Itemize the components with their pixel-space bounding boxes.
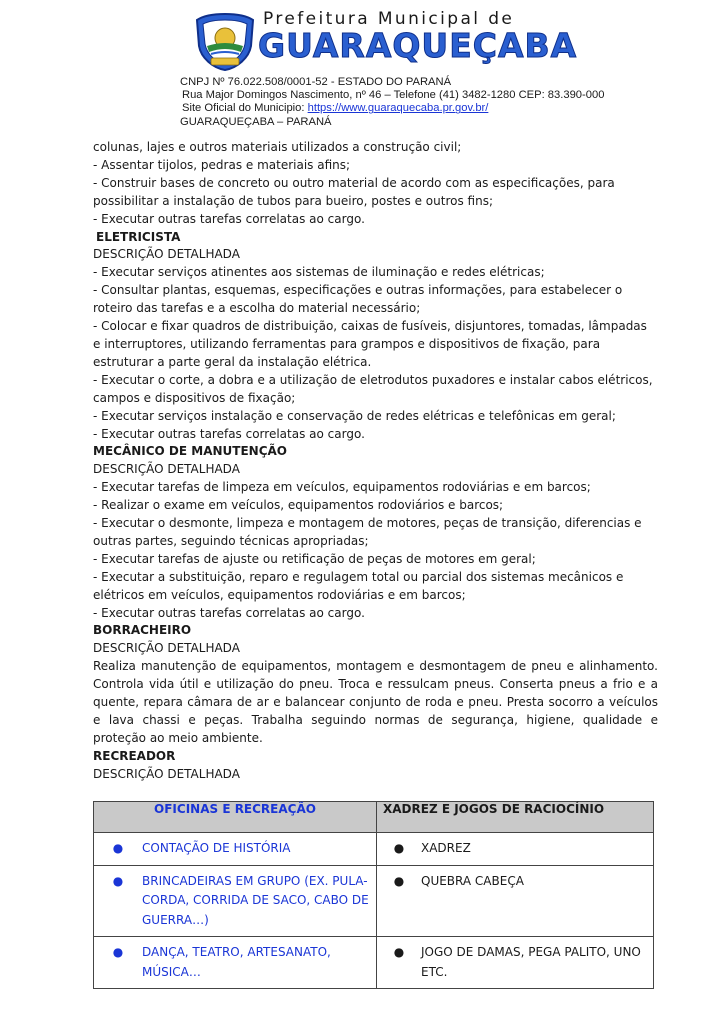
pedreiro-line-1: colunas, lajes e outros materiais utilizados a construção civil; [93,140,462,154]
table-cell [94,865,377,937]
eletricista-item: - Executar o corte, a dobra e a utilização de eletrodutos puxadores e instalar cabos elétricos, campos e dispositivos de fixação; [93,372,653,405]
activity-label: BRINCADEIRAS EM GRUPO (EX. PULA-CORDA, CORRIDA DE SACO, CABO DE GUERRA…) [142,873,369,927]
pedreiro-line-3: - Construir bases de concreto ou outro material de acordo com as especificações, para possibilitar a instalação de tubos para bueiro, postes e outros fins; [93,175,615,208]
bullet-icon: ● [112,873,124,888]
borracheiro-title: BORRACHEIRO [93,623,192,638]
table-cell [377,937,654,989]
game-label: JOGO DE DAMAS, PEGA PALITO, UNO ETC. [421,945,641,979]
mecanico-item: - Executar outras tarefas correlatas ao cargo. [93,605,365,620]
activities-table [93,801,654,989]
eletricista-title: ELETRICISTA [96,229,181,244]
mecanico-subtitle: DESCRIÇÃO DETALHADA [93,462,240,477]
header-site-line [180,102,604,115]
eletricista-subtitle: DESCRIÇÃO DETALHADA [93,247,240,262]
mecanico-item: - Executar tarefas de limpeza em veículos, equipamentos rodoviárias e em barcos; [93,480,591,495]
recreador-subtitle: DESCRIÇÃO DETALHADA [93,766,240,781]
header-address: Rua Major Domingos Nascimento, nº 46 – Telefone (41) 3482-1280 CEP: 83.390-000 [182,89,605,102]
table-row [94,937,654,989]
table-cell [94,937,377,989]
mecanico-item: - Executar o desmonte, limpeza e montagem de motores, peças de transição, diferencias e outras partes, seguindo técnicas apropriadas; [93,516,642,548]
activity-label: DANÇA, TEATRO, ARTESANATO, MÚSICA… [142,945,331,979]
bullet-icon: ● [393,945,405,959]
document-body [93,139,658,784]
mecanico-item: - Realizar o exame em veículos, equipamentos rodoviários e barcos; [93,498,504,513]
game-label: XADREZ [421,841,471,855]
bullet-icon: ● [393,873,405,888]
table-row [94,865,654,937]
column-header-oficinas: OFICINAS E RECREAÇÃO [94,802,377,833]
header-info-block [180,76,604,129]
table-cell [377,865,654,937]
eletricista-item: - Executar serviços instalação e conservação de redes elétricas e telefônicas em geral; [93,408,616,423]
mecanico-title: MECÂNICO DE MANUTENÇÃO [93,444,287,459]
header-site-link[interactable]: https://www.guaraquecaba.pr.gov.br/ [307,102,489,115]
eletricista-item: - Executar outras tarefas correlatas ao cargo. [93,426,365,441]
pedreiro-line-2: - Assentar tijolos, pedras e materiais afins; [93,157,351,172]
recreador-title: RECREADOR [93,748,176,763]
activity-label: CONTAÇÃO DE HISTÓRIA [142,841,291,855]
pedreiro-line-4: - Executar outras tarefas correlatas ao cargo. [93,211,365,226]
header-cnpj: CNPJ Nº 76.022.508/0001-52 - ESTADO DO PARANÁ [180,76,452,88]
column-header-xadrez: XADREZ E JOGOS DE RACIOCÍNIO [377,802,654,833]
mecanico-item: - Executar a substituição, reparo e regulagem total ou parcial dos sistemas mecânicos e elétricos em veículos, equipamentos rodoviárias e em barcos; [93,569,624,602]
header-city-name: GUARAQUEÇABA [258,26,578,65]
header-site-label: Site Oficial do Municipio: [182,102,308,115]
table-row [94,833,654,866]
bullet-icon: ● [112,841,124,855]
municipal-crest-logo [193,12,257,72]
table-header-row [94,802,654,833]
borracheiro-description: Realiza manutenção de equipamentos, montagem e desmontagem de pneu e alinhamento. Controla vida útil e utilização do pneu. Troca e ressulcam pneus. Conserta pneus a frio e a quente, repara câmara de ar e balancear conjunto de roda e pneu. Presta socorro a veículos e lava chassi e peças. Trabalha seguindo normas de segurança, higiene, qualidade e proteção ao meio ambiente. [93,659,658,745]
bullet-icon: ● [393,841,405,855]
table-cell [377,833,654,866]
eletricista-item: - Executar serviços atinentes aos sistemas de iluminação e redes elétricas; [93,265,545,280]
table-cell [94,833,377,866]
header-prefeitura-text: Prefeitura Municipal de [263,9,515,29]
game-label: QUEBRA CABEÇA [421,873,524,888]
header-city-state: GUARAQUEÇABA – PARANÁ [180,115,332,128]
mecanico-item: - Executar tarefas de ajuste ou retificação de peças de motores em geral; [93,551,536,566]
borracheiro-subtitle: DESCRIÇÃO DETALHADA [93,641,240,656]
eletricista-item: - Colocar e fixar quadros de distribuição, caixas de fusíveis, disjuntores, tomadas, lâmpadas e interruptores, utilizando ferramentas para grampos e dispositivos de fixação, para estruturar a parte geral da instalação elétrica. [93,319,647,369]
eletricista-item: - Consultar plantas, esquemas, especificações e outras informações, para estabelecer o roteiro das tarefas e a escolha do material necessário; [93,283,623,316]
bullet-icon: ● [112,945,124,959]
